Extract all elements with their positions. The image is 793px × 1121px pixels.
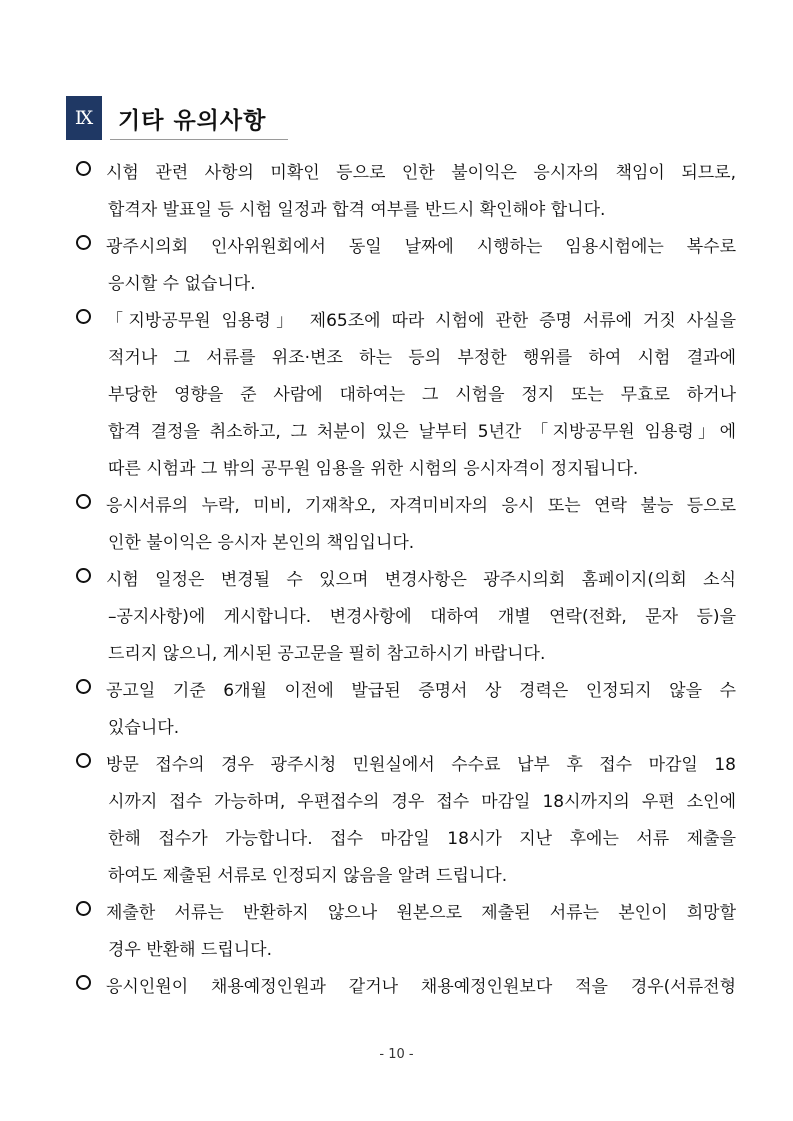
circle-bullet-icon <box>76 494 91 509</box>
list-item-line: 따른 시험과 그 밖의 공무원 임용을 위한 시험의 응시자격이 정지됩니다. <box>108 459 639 479</box>
list-item-line: 「지방공무원 임용령」 제65조에 따라 시험에 관한 증명 서류에 거짓 사실을 <box>106 311 736 331</box>
list-item <box>76 673 736 747</box>
list-item-line: 시험 일정은 변경될 수 있으며 변경사항은 광주시의회 홈페이지(의회 소식 <box>106 570 736 590</box>
list-item-line: –공지사항)에 게시합니다. 변경사항에 대하여 개별 연락(전화, 문자 등)을 <box>108 607 736 627</box>
list-item-line: 드리지 않으니, 게시된 공고문을 필히 참고하시기 바랍니다. <box>108 644 546 664</box>
list-item-line: 있습니다. <box>108 718 180 738</box>
list-item-line: 응시할 수 없습니다. <box>108 274 256 294</box>
circle-bullet-icon <box>76 975 91 990</box>
list-item <box>76 747 736 895</box>
list-item-line: 시까지 접수 가능하며, 우편접수의 경우 접수 마감일 18시까지의 우편 소인에 <box>108 792 736 812</box>
list-item-line: 인한 불이익은 응시자 본인의 책임입니다. <box>108 533 415 553</box>
notice-list <box>76 155 736 1006</box>
list-item <box>76 155 736 229</box>
list-item-line: 한해 접수가 가능합니다. 접수 마감일 18시가 지난 후에는 서류 제출을 <box>108 829 736 849</box>
list-item-line: 방문 접수의 경우 광주시청 민원실에서 수수료 납부 후 접수 마감일 18 <box>106 755 736 775</box>
circle-bullet-icon <box>76 679 91 694</box>
list-item <box>76 488 736 562</box>
list-item-line: 시험 관련 사항의 미확인 등으로 인한 불이익은 응시자의 책임이 되므로, <box>106 163 736 183</box>
list-item <box>76 562 736 673</box>
page-number: - 10 - <box>379 1047 414 1062</box>
list-item <box>76 895 736 969</box>
list-item-line: 합격 결정을 취소하고, 그 처분이 있은 날부터 5년간 「지방공무원 임용령」에 <box>108 422 736 442</box>
list-item-line: 하여도 제출된 서류로 인정되지 않음을 알려 드립니다. <box>108 866 508 886</box>
list-item-line: 합격자 발표일 등 시험 일정과 합격 여부를 반드시 확인해야 합니다. <box>108 200 606 220</box>
title-underline <box>110 139 288 140</box>
list-item <box>76 229 736 303</box>
circle-bullet-icon <box>76 161 91 176</box>
list-item <box>76 303 736 488</box>
circle-bullet-icon <box>76 753 91 768</box>
circle-bullet-icon <box>76 309 91 324</box>
list-item-line: 응시서류의 누락, 미비, 기재착오, 자격미비자의 응시 또는 연락 불능 등으로 <box>106 496 736 516</box>
list-item-line: 공고일 기준 6개월 이전에 발급된 증명서 상 경력은 인정되지 않을 수 <box>106 681 736 701</box>
list-item-line: 적거나 그 서류를 위조·변조 하는 등의 부정한 행위를 하여 시험 결과에 <box>108 348 736 368</box>
list-item-line: 경우 반환해 드립니다. <box>108 940 273 960</box>
circle-bullet-icon <box>76 568 91 583</box>
section-title: 기타 유의사항 <box>118 108 267 134</box>
section-header <box>66 96 288 140</box>
list-item <box>76 969 736 1006</box>
circle-bullet-icon <box>76 235 91 250</box>
list-item-line: 제출한 서류는 반환하지 않으나 원본으로 제출된 서류는 본인이 희망할 <box>106 903 736 923</box>
list-item-line: 응시인원이 채용예정인원과 같거나 채용예정인원보다 적을 경우(서류전형 <box>106 977 736 997</box>
list-item-line: 부당한 영향을 준 사람에 대하여는 그 시험을 정지 또는 무효로 하거나 <box>108 385 736 405</box>
list-item-line: 광주시의회 인사위원회에서 동일 날짜에 시행하는 임용시험에는 복수로 <box>106 237 736 257</box>
circle-bullet-icon <box>76 901 91 916</box>
section-numeral: Ⅸ <box>66 96 102 140</box>
